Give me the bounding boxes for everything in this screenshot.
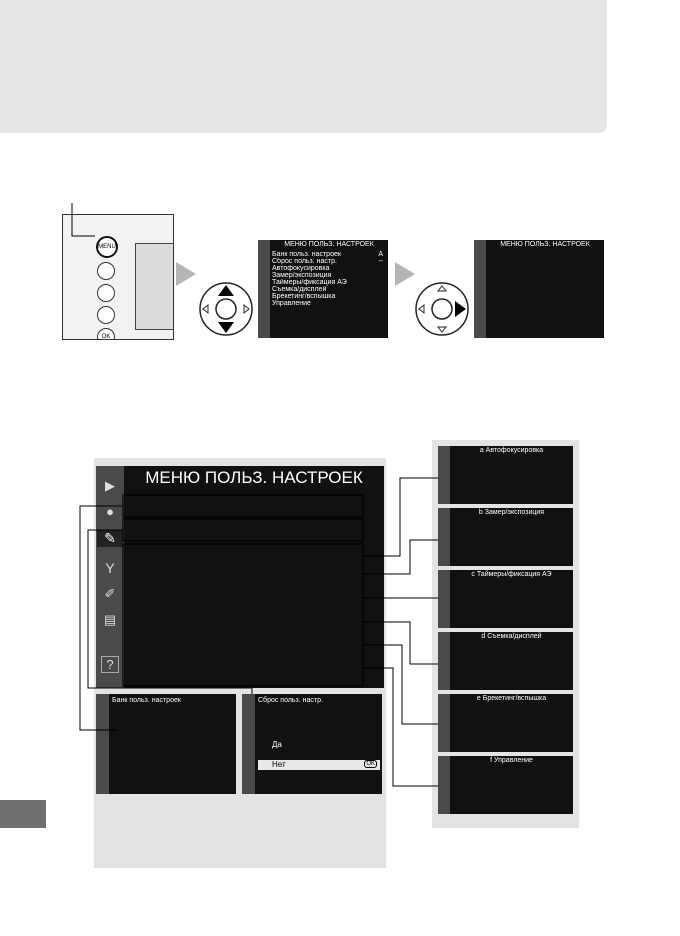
- submenu-title: a Автофокусировка: [479, 447, 544, 454]
- item-value: --: [378, 258, 383, 265]
- reset-yes-option[interactable]: Да: [272, 740, 282, 749]
- submenu-title: f Управление: [490, 757, 533, 764]
- item-label: Замер/экспозиция: [272, 272, 332, 279]
- item-label: Съемка/дисплей: [272, 286, 327, 293]
- menu-button-icon[interactable]: MENU: [96, 236, 118, 258]
- step2-title: МЕНЮ ПОЛЬЗ. НАСТРОЕК: [500, 241, 590, 248]
- setup-menu-wrench-icon: Y: [105, 560, 115, 576]
- item-label: Управление: [272, 300, 311, 307]
- shooting-menu-icon: ●: [106, 504, 114, 519]
- bank-screen-title: Банк польз. настроек: [112, 697, 181, 704]
- submenu-title: b Замер/экспозиция: [478, 509, 545, 516]
- my-menu-icon: ▤: [103, 612, 117, 627]
- main-menu-title: МЕНЮ ПОЛЬЗ. НАСТРОЕК: [145, 468, 363, 487]
- ok-button-icon[interactable]: OK: [97, 328, 115, 340]
- step1-title: МЕНЮ ПОЛЬЗ. НАСТРОЕК: [284, 241, 374, 248]
- reset-screen-title: Сброс польз. настр.: [258, 697, 323, 704]
- item-label: Банк польз. настроек: [272, 251, 341, 258]
- item-label: Таймеры/фиксация АЭ: [272, 279, 347, 286]
- item-value: A: [378, 251, 383, 258]
- submenu-title: c Таймеры/фиксация АЭ: [471, 571, 552, 578]
- submenu-title: d Съемка/дисплей: [481, 633, 542, 640]
- help-icon: ?: [101, 656, 119, 673]
- item-label: Автофокусировка: [272, 265, 330, 272]
- reset-no-label: Нет: [272, 760, 286, 769]
- playback-menu-icon: ▶: [105, 478, 115, 493]
- item-label: Сброс польз. настр.: [272, 258, 337, 265]
- custom-settings-pencil-icon: ✎: [97, 530, 123, 547]
- retouch-menu-icon: ✐: [104, 586, 116, 601]
- ok-icon: OK: [366, 761, 375, 767]
- submenu-title: e Брекетинг/вспышка: [476, 695, 547, 702]
- item-label: Брекетинг/вспышка: [272, 293, 336, 300]
